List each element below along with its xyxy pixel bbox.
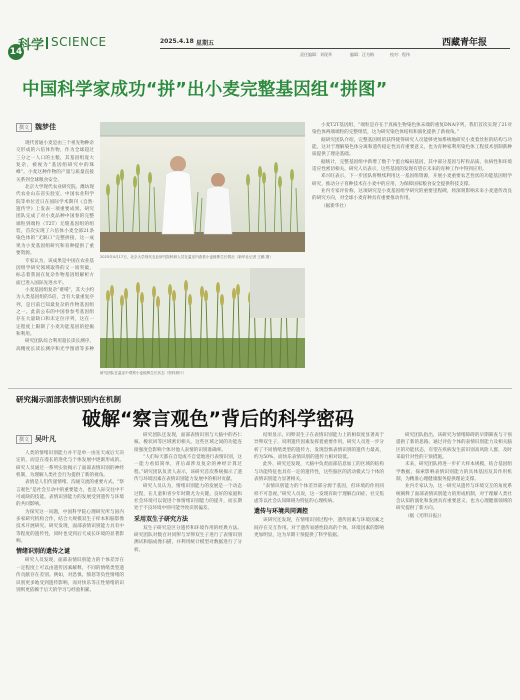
article2-column-1 (16, 450, 124, 694)
paragraph: 业内专家评价称，这项研究是小麦基因组学研究的重要里程碑，将深刻影响未来小麦遗传改良的研究方向，对全球小麦育种具有重要推动作用。 (312, 189, 512, 202)
paragraph: 为探究这一问题，中国科学院心理研究所与国内多家研究机构合作，结合大规模双生子样本和脑影像技术开展研究。研究发现，面部表情识别能力具有中等程度的遗传性，同时也受到后天成长环境的显著影响。 (16, 509, 124, 545)
paragraph: 研究人员认为，情绪识别能力的发展是一个动态过程，在儿童和青少年时期尤为关键。良好的家庭和社会环境可以促进个体情绪识别能力的提升，而长期处于不良环境中则可能导致识别偏差。 (134, 484, 242, 512)
paragraph: 小麦T2T基因组，“端粒是存在于真核生物染色体末端的重复DNA序列，我们首次实现了21对染色体两端端粒的完整组装，这为研究染色体结构和演化提供了新视角。” (312, 123, 512, 136)
paragraph: （据《光明日报》） (405, 513, 445, 519)
subheading: 遗传与环境共同调控 (254, 508, 309, 516)
issue-date: 2025.4.18 (160, 38, 194, 45)
paragraph: 邓兴旺表示，下一步团队将继续利用这一基因组资源，开展小麦重要农艺性状的功能基因组学研究，推动分子育种技术在小麦中的应用，为保障国家粮食安全提供科技支撑。 (312, 174, 512, 187)
paragraph: 据统计，完整基因组中新增了数千个蛋白编码基因，其中部分基因与籽粒品质、抗病性和环境适应性密切相关。研究人员表示，这些基因的发现有望在未来的育种工作中得到应用。 (312, 159, 512, 173)
paragraph: “人们每天都在自觉或不自觉地进行表情识别，这一能力看似简单，背后却涉及复杂的神经计算过程。”研究团队负责人表示，该研究首次系统揭示了遗传与环境因素在表情识别能力发展中的相对贡献。 (134, 455, 242, 483)
paragraph: 结果显示，同卵双生子在表情识别能力上的相似度显著高于异卵双生子，说明遗传因素发挥着重要作用。研究人员进一步分析了不同情绪类型的遗传力，发现恐惧表情识别的遗传力最高，约为50%，而快乐表情识别的遗传力相对较低。 (254, 433, 384, 461)
paragraph: 研究团队指出，该研究为情绪障碍的早期筛查与干预提供了新的思路。通过评估个体的表情识别能力及相关脑区的功能状态，有望在疾病发生前识别高风险人群，及时采取针对性的干预措施。 (396, 433, 512, 461)
subheading: 情绪识别的遗传之谜 (16, 548, 71, 556)
paragraph: 人类的情绪识别能力并不是单一由先天或后天决定的，而是在漫长的进化与个体发展中逐渐形成的。研究人员通过一系列实验揭示了面部表情识别的神经机制，为理解人类社会行为提供了新的视角。 (16, 451, 124, 479)
byline-label: 撰文 (16, 123, 32, 132)
byline-author: 魏梦佳 (35, 123, 57, 131)
paragraph: 研究团队还发现，面部表情识别与大脑中的杏仁核、梭状回等区域密切相关。这些区域之间的功能连接强度会影响个体对他人表情的识别准确率。 (134, 433, 242, 453)
paragraph: 研究人员发现，面部表情识别能力的个体差异在一定程度上可以由遗传因素解释，不同的情绪类型遗传贡献存在差别。例如，对恐惧、愤怒等负性情绪的识别更多地受到遗传影响，而对快乐等正性情绪的识别则更依赖于后天的学习与经验积累。 (16, 558, 124, 593)
subheading: 采用双生子研究方法 (134, 515, 189, 523)
article1-byline (16, 122, 56, 132)
greenhouse-photo-image (100, 122, 305, 252)
paragraph: （据新华社） (321, 203, 349, 209)
byline-author: 吴叶凡 (35, 435, 57, 443)
section-divider-line (8, 388, 512, 389)
page-header (0, 0, 520, 64)
section-label: 科学 (18, 38, 45, 53)
paper-name: 西藏青年报 (442, 38, 488, 48)
proofreader-line: 校对：程伟 (390, 52, 410, 57)
paragraph: 现代普通小麦是由三个祖先物种杂交形成的六倍体作物，作为全球超过三分之一人口的主粮，其基因组庞大复杂，被视为“基因组研究中的珠峰”。小麦这种作物的产量与质量直接关系到全球粮食安全。 (16, 141, 94, 183)
page-number-badge: 14 (8, 44, 24, 60)
header-rule (160, 48, 510, 49)
paragraph: 该研究还发现，在情绪识别过程中，遗传因素与环境因素之间存在交互作用。对于遗传易感性较高的个体，环境因素的影响更加明显，这为早期干预提供了科学依据。 (254, 518, 384, 539)
wheat-photo-caption: 研究团队在温室中观察小麦植株生长状态（资料照片） (100, 371, 187, 375)
article2-column-3 (254, 432, 384, 694)
paragraph: 表情是人们传递情绪、沟通交流的重要方式。“察言观色”是社会互动中的重要能力，也是人际交往中不可或缺的技能。表情识别能力的发展受到遗传与环境的共同影响。 (16, 480, 124, 508)
lab-photo-caption: 2025年4月17日，北京大学现代农业研究院科研人员在温室内查看小麦植株生长情况（新华社记者 王鹏 摄） (100, 255, 273, 259)
wheat-photo (100, 268, 305, 368)
section-divider (46, 37, 48, 49)
issue-weekday: 星期五 (196, 40, 215, 47)
lab-photo (100, 122, 305, 252)
byline-label: 撰文 (16, 435, 32, 444)
paragraph: 北京大学现代农业研究院、潍坊现代农业山东省实验室、中国农业科学院等单位近日在国际学术期刊《自然·遗传学》上发表一项重要成果。研究团队完成了对小麦品种中国春的完整端粒到端粒（T2T）无缝基因组的组装，首次实现了六倍体小麦全部21条染色体的“无缺口”完整拼接，这一成果为小麦基因组研究和育种提供了重要资源。 (16, 185, 94, 257)
editor-line: 责任编辑：刘现华 (300, 52, 332, 57)
section-label-en: SCIENCE (51, 35, 107, 49)
article2-kicker: 研究揭示面部表情识别内在机制 (16, 395, 121, 404)
paragraph: 未来，研究团队将进一步扩大样本规模，结合基因组学数据，探索影响表情识别能力的具体基因及其作用机制，为精准心理健康服务提供理论支撑。 (396, 462, 512, 483)
article2-column-2 (134, 432, 242, 694)
article1-column-1 (16, 140, 94, 352)
paragraph: 小麦基因组复杂“难啃”，其大小约为人类基因组的5倍，含有大量重复序列，是目前已知最复杂的作物基因组之一。此前公布的中国春参考基因组存在大量缺口和未定位序列，这在一定程度上限制了小麦功能基因的挖掘和利用。 (16, 287, 94, 337)
paragraph: 此外，研究还发现，大脑中负责面部信息加工的区域的结构与功能特征也具有一定的遗传性，这些脑区的活动模式与个体的表情识别能力显著相关。 (254, 462, 384, 483)
paragraph: “表情识别能力的个体差异部分源于基因，但环境的作用同样不可忽视。”研究人员说，这一发现有助于理解自闭症、社交焦虑等以社会认知障碍为特征的心理疾病。 (254, 484, 384, 505)
paragraph: 研究团队综合利用超长读长测序、高精度长读长测序和光学图谱等多种 (16, 339, 94, 352)
paragraph: 业内专家认为，这一研究从遗传与环境交互的角度系统阐释了面部表情识别能力的形成机制，对于理解人类社会认知的演化和发展具有重要意义，也为心理健康领域的研究提供了新方向。 (396, 484, 512, 512)
paragraph: 据研究团队介绍，完整基因组的获得使得研究人员能够更加系统地研究小麦着丝粒的结构与功能。这对于理解染色体分离和遗传稳定性具有重要意义，也为育种家利用染色体工程技术创制新种质提供了理论基础。 (312, 137, 512, 158)
article2-byline (16, 434, 56, 444)
article2-headline: 破解“察言观色”背后的科学密码 (82, 408, 354, 430)
paragraph: 专家认为，该成果是中国在农业基因组学研究领域取得的又一项突破，标志着我国在复杂作物基因组解析方面已进入国际先进水平。 (16, 258, 94, 286)
paragraph: 双生子研究是区分遗传和环境作用的经典方法。研究团队对数百对同卵与异卵双生子进行了表情识别测试和脑成像扫描，并利用统计模型对数据进行了分析。 (134, 525, 242, 553)
article1-headline: 中国科学家成功“拼”出小麦完整基因组“拼图” (22, 80, 388, 100)
designer-line: 编辑：汪为梅 (350, 52, 374, 57)
article2-column-4 (396, 432, 512, 694)
article1-column-right (312, 122, 512, 380)
wheat-field-image (100, 268, 305, 368)
